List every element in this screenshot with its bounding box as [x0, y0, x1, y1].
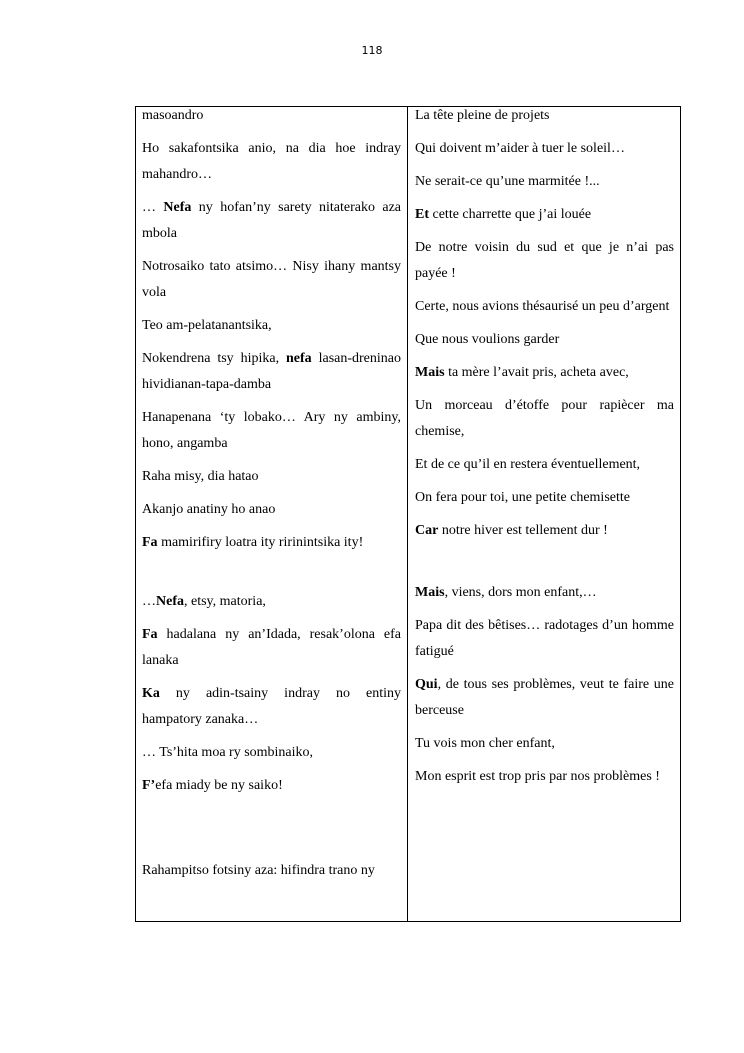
french-line: Qui doivent m’aider à tuer le soleil…	[415, 141, 625, 156]
translation-table	[135, 106, 681, 922]
french-line: Certe, nous avions thésaurisé un peu d’argent	[415, 299, 670, 314]
malagasy-line: F’efa miady be ny saiko!	[142, 778, 283, 793]
malagasy-line: Raha misy, dia hatao	[142, 469, 259, 484]
french-line: Mais, viens, dors mon enfant,…	[415, 585, 597, 600]
malagasy-line: masoandro	[142, 108, 204, 123]
page-number: 118	[361, 44, 383, 57]
french-line: Qui, de tous ses problèmes, veut te faire une berceuse	[415, 677, 674, 718]
malagasy-line: Rahampitso fotsiny aza: hifindra trano ny	[142, 863, 375, 878]
malagasy-line: Fa mamirifiry loatra ity ririnintsika ity!	[142, 535, 364, 550]
french-column	[415, 107, 674, 797]
malagasy-line: Notrosaiko tato atsimo… Nisy ihany mantsy vola	[142, 259, 401, 300]
french-line: Car notre hiver est tellement dur !	[415, 523, 608, 538]
malagasy-line: Teo am-pelatanantsika,	[142, 318, 272, 333]
malagasy-line: Fa hadalana ny an’Idada, resak’olona efa lanaka	[142, 627, 401, 668]
french-line: Mon esprit est trop pris par nos problèmes !	[415, 769, 660, 784]
french-line: Tu vois mon cher enfant,	[415, 736, 555, 751]
french-line: On fera pour toi, une petite chemisette	[415, 490, 630, 505]
malagasy-line: … Nefa ny hofan’ny sarety nitaterako aza mbola	[142, 200, 401, 241]
column-divider	[407, 107, 408, 921]
malagasy-line: Nokendrena tsy hipika, nefa lasan-dreninao hividianan-tapa-damba	[142, 351, 401, 392]
malagasy-line: Ka ny adin-tsainy indray no entiny hampatory zanaka…	[142, 686, 401, 727]
malagasy-line: Hanapenana ‘ty lobako… Ary ny ambiny, hono, angamba	[142, 410, 401, 451]
french-line: Ne serait-ce qu’une marmitée !...	[415, 174, 600, 189]
french-line: Un morceau d’étoffe pour rapiècer ma chemise,	[415, 398, 674, 439]
malagasy-line: … Ts’hita moa ry sombinaiko,	[142, 745, 314, 760]
french-line: Et de ce qu’il en restera éventuellement,	[415, 457, 641, 472]
french-line: La tête pleine de projets	[415, 108, 550, 123]
malagasy-line: Akanjo anatiny ho anao	[142, 502, 276, 517]
malagasy-line: …Nefa, etsy, matoria,	[142, 594, 266, 609]
malagasy-column	[142, 107, 401, 891]
french-line: Mais ta mère l’avait pris, acheta avec,	[415, 365, 629, 380]
french-line: Que nous voulions garder	[415, 332, 560, 347]
french-line: Papa dit des bêtises… radotages d’un homme fatigué	[415, 618, 674, 659]
malagasy-line: Ho sakafontsika anio, na dia hoe indray mahandro…	[142, 141, 401, 182]
french-line: De notre voisin du sud et que je n’ai pas payée !	[415, 240, 674, 281]
french-line: Et cette charrette que j’ai louée	[415, 207, 592, 222]
